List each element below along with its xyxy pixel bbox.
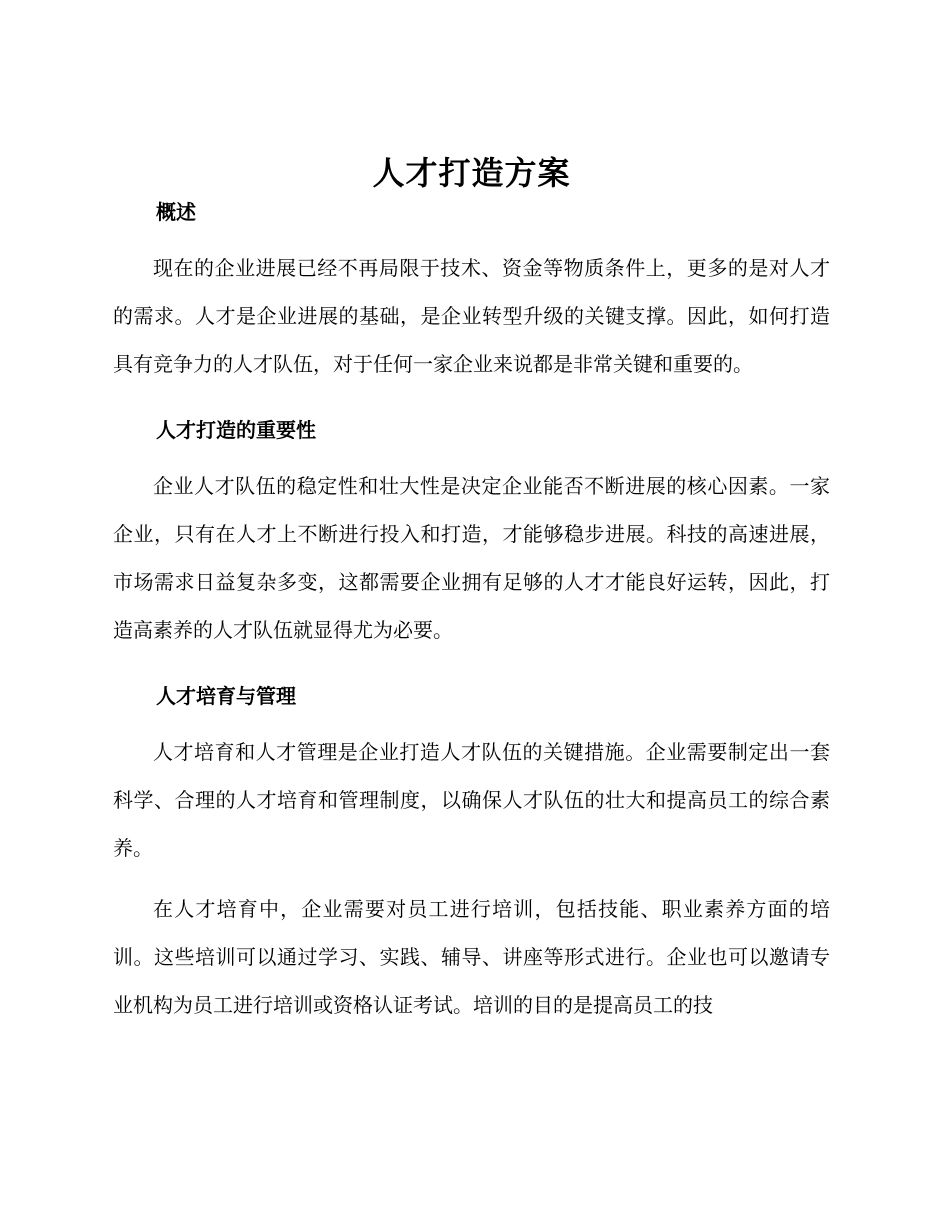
section-overview	[113, 196, 830, 388]
paragraph: 在人才培育中，企业需要对员工进行培训，包括技能、职业素养方面的培训。这些培训可以通过学习、实践、辅导、讲座等形式进行。企业也可以邀请专业机构为员工进行培训或资格认证考试。培训的目的是提高员工的技	[113, 897, 830, 1017]
section-importance	[113, 414, 830, 654]
document-body	[113, 148, 830, 1029]
paragraph: 企业人才队伍的稳定性和壮大性是决定企业能否不断进展的核心因素。一家企业，只有在人才上不断进行投入和打造，才能够稳步进展。科技的高速进展，市场需求日益复杂多变，这都需要企业拥有足够的人才才能良好运转，因此，打造高素养的人才队伍就显得尤为必要。	[113, 474, 830, 642]
document-title: 人才打造方案	[372, 154, 571, 192]
section-heading: 人才打造的重要性	[156, 418, 316, 442]
paragraph: 人才培育和人才管理是企业打造人才队伍的关键措施。企业需要制定出一套科学、合理的人才培育和管理制度，以确保人才队伍的壮大和提高员工的综合素养。	[113, 740, 830, 860]
paragraph: 现在的企业进展已经不再局限于技术、资金等物质条件上，更多的是对人才的需求。人才是企业进展的基础，是企业转型升级的关键支撑。因此，如何打造具有竞争力的人才队伍，对于任何一家企业来说都是非常关键和重要的。	[113, 256, 830, 376]
section-heading: 人才培育与管理	[156, 684, 296, 708]
section-training-management	[113, 680, 830, 1029]
section-heading: 概述	[156, 200, 196, 224]
